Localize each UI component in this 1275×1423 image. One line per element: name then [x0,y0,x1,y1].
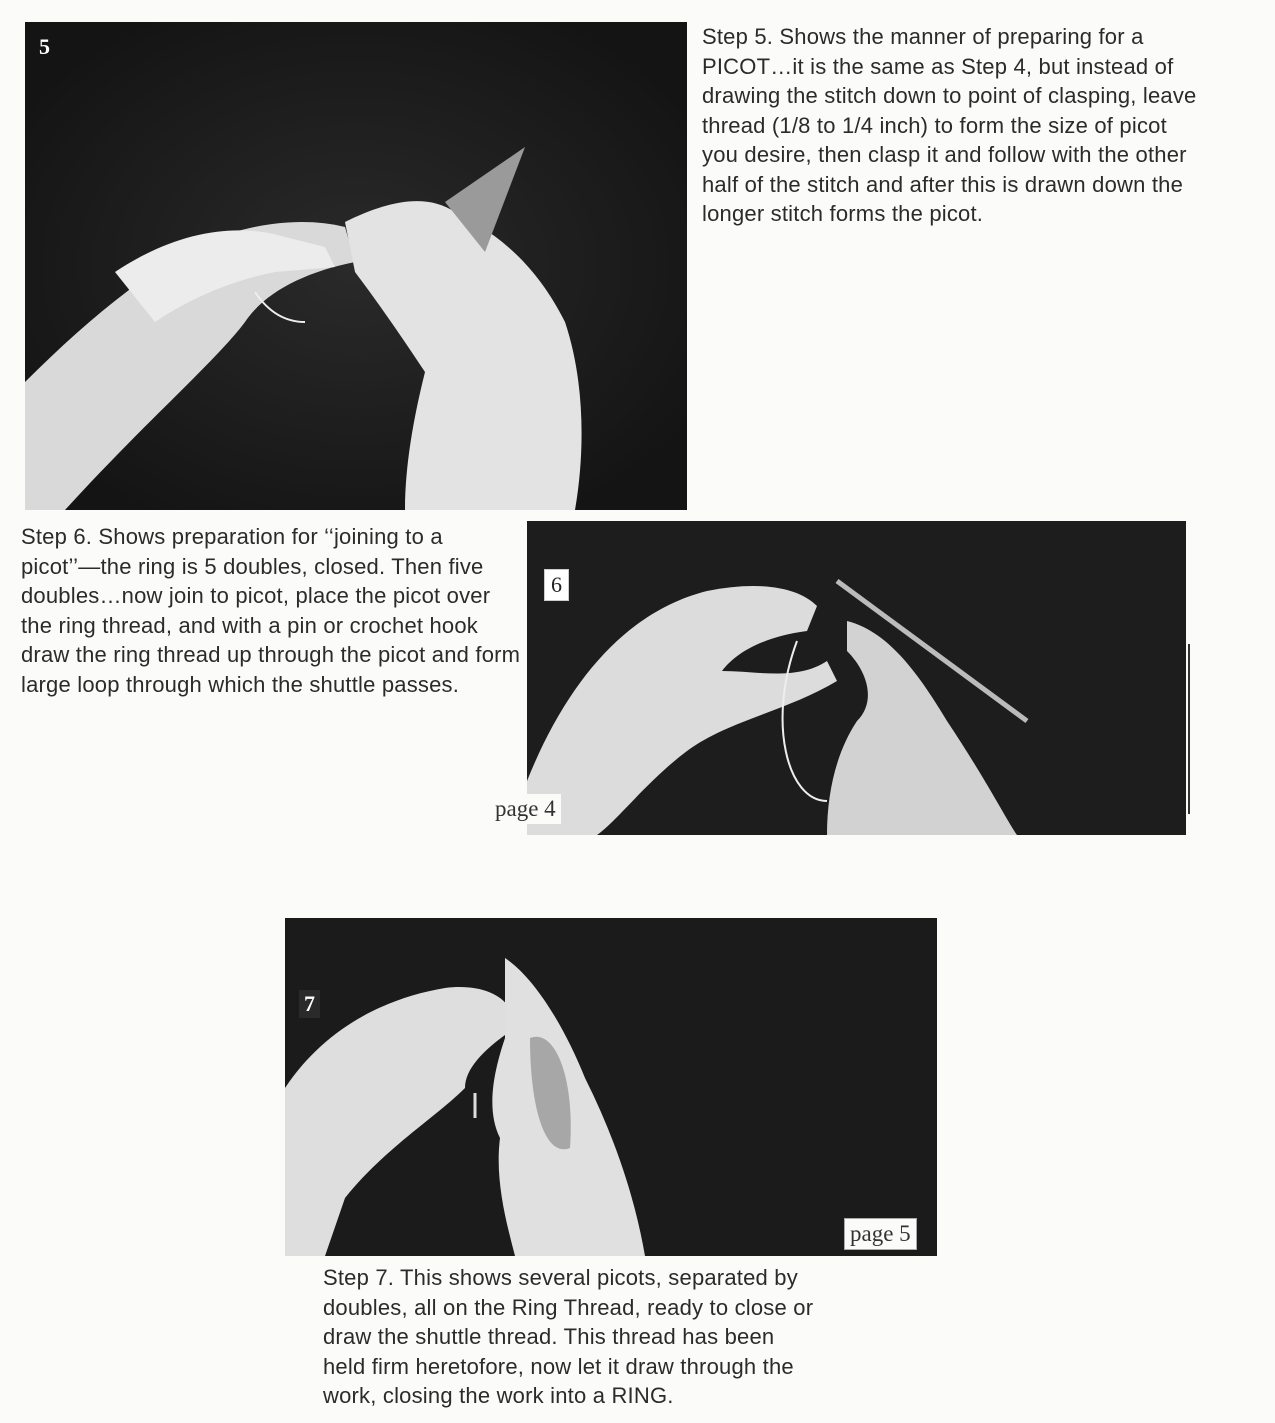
photo-step-6 [527,521,1186,835]
page-number-4: page 4 [490,794,561,824]
photo-step-5 [25,22,687,510]
caption-step-7: Step 7. This shows several picots, separated by doubles, all on the Ring Thread, ready to close or draw the shuttle thread. This thread has been held firm heretofore, now let it draw through the work, closing the work into a RING. [323,1265,814,1408]
vertical-rule [1188,644,1190,814]
hands-image [527,521,1186,835]
photo-step-7 [285,918,937,1256]
photo-number: 7 [299,990,320,1018]
hands-image [285,918,937,1256]
caption-step-5: Step 5. Shows the manner of preparing for a PICOT…it is the same as Step 4, but instead of drawing the stitch down to point of clasping, leave thread (1/8 to 1/4 inch) to form the size of picot you desire, then clasp it and follow with the other half of the stitch and after this is drawn down the longer stitch forms the picot. [702,24,1197,226]
photo-number: 5 [39,34,50,59]
caption-step-6: Step 6. Shows preparation for ‘‘joining to a picot’’—the ring is 5 doubles, closed. Then five doubles…now join to picot, place the picot over the ring thread, and with a pin or crochet hook draw the ring thread up through the picot and form large loop through which the shuttle passes. [21,524,521,697]
hands-image [25,22,687,510]
page-number-5: page 5 [844,1218,917,1250]
photo-number: 6 [544,569,569,601]
